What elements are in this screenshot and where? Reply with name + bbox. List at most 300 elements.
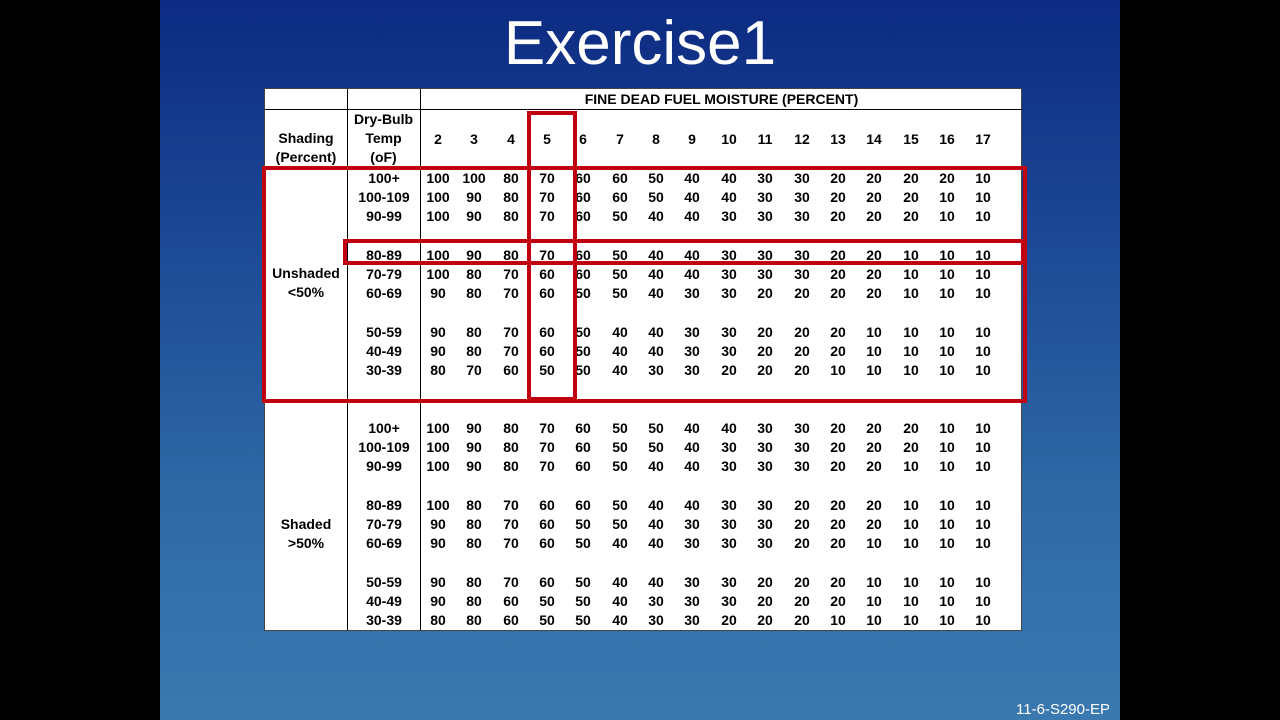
table-cell: 100 (426, 497, 450, 513)
table-cell: 20 (757, 343, 773, 359)
table-cell: 10 (866, 343, 882, 359)
table-cell: 80 (466, 574, 482, 590)
table-cell: 10 (866, 593, 882, 609)
moisture-col-header: 6 (579, 131, 587, 147)
table-cell: 50 (575, 612, 591, 628)
table-cell: 100 (426, 439, 450, 455)
table-cell: 100 (426, 247, 450, 263)
table-cell: 50 (575, 535, 591, 551)
table-cell: 20 (794, 574, 810, 590)
table-cell: 20 (866, 458, 882, 474)
table-cell: 30 (757, 247, 773, 263)
group-label: >50% (287, 535, 325, 551)
table-cell: 50 (539, 362, 555, 378)
table-cell: 10 (939, 189, 955, 205)
moisture-col-header: 13 (830, 131, 846, 147)
table-cell: 60 (575, 247, 591, 263)
table-cell: 60 (575, 170, 591, 186)
row-highlight (343, 239, 1025, 265)
table-cell: 40 (612, 343, 628, 359)
table-cell: 20 (794, 516, 810, 532)
table-cell: 40 (612, 362, 628, 378)
table-cell: 100 (462, 170, 486, 186)
table-cell: 60 (539, 285, 555, 301)
table-cell: 40 (721, 170, 737, 186)
table-cell: 10 (975, 247, 991, 263)
table-cell: 10 (939, 535, 955, 551)
table-cell: 20 (794, 497, 810, 513)
header-divider (265, 109, 347, 110)
table-cell: 20 (757, 612, 773, 628)
temp-header: (oF) (370, 149, 397, 165)
temp-range: 80-89 (366, 497, 402, 513)
table-cell: 20 (830, 189, 846, 205)
table-cell: 60 (503, 362, 519, 378)
temp-range: 60-69 (366, 285, 402, 301)
table-cell: 20 (830, 439, 846, 455)
table-cell: 70 (503, 343, 519, 359)
table-cell: 30 (684, 343, 700, 359)
table-cell: 10 (975, 170, 991, 186)
table-cell: 20 (903, 420, 919, 436)
table-cell: 40 (684, 439, 700, 455)
table-cell: 30 (684, 535, 700, 551)
table-cell: 20 (830, 170, 846, 186)
table-cell: 30 (721, 266, 737, 282)
table-cell: 100 (426, 208, 450, 224)
table-cell: 80 (466, 343, 482, 359)
table-cell: 30 (757, 497, 773, 513)
table-cell: 10 (939, 343, 955, 359)
table-cell: 20 (794, 535, 810, 551)
table-cell: 40 (648, 247, 664, 263)
table-cell: 30 (757, 535, 773, 551)
moisture-col-header: 9 (688, 131, 696, 147)
table-cell: 50 (575, 324, 591, 340)
table-cell: 90 (466, 420, 482, 436)
table-cell: 30 (721, 516, 737, 532)
table-cell: 20 (866, 497, 882, 513)
table-cell: 10 (939, 362, 955, 378)
table-cell: 60 (539, 343, 555, 359)
table-cell: 50 (575, 516, 591, 532)
table-cell: 20 (903, 208, 919, 224)
table-cell: 60 (575, 208, 591, 224)
table-cell: 30 (721, 593, 737, 609)
table-cell: 80 (466, 497, 482, 513)
table-cell: 60 (575, 458, 591, 474)
table-cell: 40 (684, 497, 700, 513)
table-cell: 20 (866, 266, 882, 282)
table-cell: 80 (430, 612, 446, 628)
table-cell: 60 (539, 574, 555, 590)
table-cell: 80 (466, 593, 482, 609)
moisture-col-header: 12 (794, 131, 810, 147)
table-cell: 10 (903, 247, 919, 263)
table-cell: 80 (466, 324, 482, 340)
table-cell: 30 (757, 458, 773, 474)
table-cell: 80 (466, 535, 482, 551)
table-cell: 40 (648, 535, 664, 551)
moisture-col-header: 10 (721, 131, 737, 147)
table-cell: 20 (830, 458, 846, 474)
temp-range: 100+ (368, 170, 400, 186)
table-cell: 20 (794, 285, 810, 301)
table-cell: 40 (648, 266, 664, 282)
table-cell: 50 (612, 420, 628, 436)
table-cell: 10 (975, 362, 991, 378)
table-cell: 30 (648, 612, 664, 628)
table-cell: 70 (539, 458, 555, 474)
table-cell: 40 (612, 535, 628, 551)
table-cell: 80 (503, 170, 519, 186)
table-cell: 60 (612, 189, 628, 205)
moisture-col-header: 11 (757, 131, 773, 147)
table-cell: 20 (721, 612, 737, 628)
temp-range: 40-49 (366, 343, 402, 359)
table-cell: 20 (830, 593, 846, 609)
temp-header: Temp (365, 130, 402, 146)
table-cell: 10 (903, 497, 919, 513)
table-cell: 20 (939, 170, 955, 186)
table-cell: 20 (794, 612, 810, 628)
table-cell: 30 (757, 266, 773, 282)
moisture-col-header: 14 (866, 131, 882, 147)
table-cell: 40 (684, 208, 700, 224)
temp-range: 40-49 (366, 593, 402, 609)
table-cell: 80 (503, 439, 519, 455)
table-cell: 30 (794, 439, 810, 455)
table-cell: 20 (757, 574, 773, 590)
table-cell: 10 (975, 343, 991, 359)
table-cell: 60 (612, 170, 628, 186)
table-cell: 40 (648, 574, 664, 590)
temp-range: 100+ (368, 420, 400, 436)
table-cell: 100 (426, 266, 450, 282)
table-cell: 60 (575, 497, 591, 513)
table-cell: 80 (503, 247, 519, 263)
table-cell: 30 (757, 170, 773, 186)
table-cell: 10 (975, 324, 991, 340)
table-cell: 10 (975, 535, 991, 551)
temp-range: 100-109 (358, 189, 410, 205)
table-cell: 10 (939, 324, 955, 340)
table-cell: 20 (757, 362, 773, 378)
table-cell: 20 (794, 593, 810, 609)
table-cell: 20 (866, 208, 882, 224)
table-cell: 50 (648, 189, 664, 205)
temp-range: 50-59 (366, 574, 402, 590)
table-cell: 80 (430, 362, 446, 378)
table-cell: 90 (466, 208, 482, 224)
table-cell: 10 (866, 324, 882, 340)
table-cell: 10 (866, 574, 882, 590)
table-cell: 40 (612, 593, 628, 609)
table-cell: 40 (684, 458, 700, 474)
shading-header: (Percent) (275, 149, 337, 165)
temp-range: 90-99 (366, 208, 402, 224)
table-cell: 30 (721, 458, 737, 474)
temp-range: 100-109 (358, 439, 410, 455)
table-cell: 80 (466, 266, 482, 282)
table-cell: 80 (503, 420, 519, 436)
table-cell: 20 (757, 285, 773, 301)
table-cell: 20 (757, 593, 773, 609)
table-cell: 90 (430, 535, 446, 551)
table-cell: 40 (684, 170, 700, 186)
table-cell: 70 (466, 362, 482, 378)
table-cell: 50 (539, 612, 555, 628)
table-cell: 10 (975, 458, 991, 474)
table-cell: 50 (612, 266, 628, 282)
table-cell: 70 (503, 574, 519, 590)
table-cell: 50 (612, 439, 628, 455)
table-cell: 60 (503, 612, 519, 628)
moisture-col-header: 15 (903, 131, 919, 147)
table-cell: 70 (503, 324, 519, 340)
table-cell: 10 (939, 612, 955, 628)
moisture-col-header: 4 (507, 131, 515, 147)
temp-range: 60-69 (366, 535, 402, 551)
table-cell: 30 (684, 516, 700, 532)
table-cell: 40 (684, 420, 700, 436)
table-cell: 10 (866, 535, 882, 551)
table-cell: 50 (648, 170, 664, 186)
table-cell: 30 (684, 612, 700, 628)
table-cell: 90 (430, 516, 446, 532)
table-cell: 30 (721, 247, 737, 263)
group-highlight (262, 166, 1027, 403)
temp-range: 50-59 (366, 324, 402, 340)
moisture-col-header: 17 (975, 131, 991, 147)
table-cell: 20 (903, 189, 919, 205)
moisture-col-header: 5 (543, 131, 551, 147)
table-cell: 40 (612, 574, 628, 590)
table-cell: 30 (794, 458, 810, 474)
table-cell: 80 (503, 458, 519, 474)
table-cell: 20 (830, 285, 846, 301)
table-cell: 70 (539, 247, 555, 263)
table-cell: 40 (648, 458, 664, 474)
table-cell: 70 (503, 516, 519, 532)
table-cell: 10 (939, 516, 955, 532)
table-cell: 80 (466, 285, 482, 301)
table-cell: 40 (612, 324, 628, 340)
table-cell: 10 (903, 362, 919, 378)
table-cell: 70 (503, 266, 519, 282)
table-cell: 90 (430, 574, 446, 590)
table-cell: 70 (503, 285, 519, 301)
table-cell: 60 (575, 420, 591, 436)
temp-range: 30-39 (366, 362, 402, 378)
table-cell: 30 (721, 439, 737, 455)
table-cell: 70 (539, 420, 555, 436)
table-cell: 90 (430, 324, 446, 340)
table-cell: 10 (939, 439, 955, 455)
table-cell: 30 (721, 208, 737, 224)
table-cell: 10 (975, 593, 991, 609)
table-cell: 40 (648, 516, 664, 532)
table-cell: 10 (903, 324, 919, 340)
table-cell: 50 (575, 285, 591, 301)
table-cell: 20 (830, 247, 846, 263)
table-cell: 40 (648, 343, 664, 359)
table-cell: 30 (721, 324, 737, 340)
table-cell: 30 (684, 362, 700, 378)
table-cell: 20 (866, 189, 882, 205)
table-cell: 90 (430, 593, 446, 609)
table-cell: 20 (830, 208, 846, 224)
table-cell: 90 (466, 458, 482, 474)
header-divider (420, 109, 1023, 110)
slide-footer: 11-6-S290-EP (1016, 701, 1110, 718)
table-cell: 20 (866, 420, 882, 436)
table-cell: 60 (575, 439, 591, 455)
table-cell: 30 (757, 420, 773, 436)
group-label: Unshaded (272, 265, 340, 281)
table-cell: 30 (794, 266, 810, 282)
table-cell: 70 (503, 497, 519, 513)
table-cell: 50 (539, 593, 555, 609)
table-cell: 20 (866, 439, 882, 455)
table-cell: 30 (684, 285, 700, 301)
moisture-header: FINE DEAD FUEL MOISTURE (PERCENT) (584, 91, 859, 107)
slide-title: Exercise1 (503, 9, 777, 78)
table-cell: 80 (503, 189, 519, 205)
table-cell: 100 (426, 170, 450, 186)
table-cell: 20 (830, 516, 846, 532)
table-cell: 10 (939, 574, 955, 590)
table-cell: 30 (684, 574, 700, 590)
table-cell: 60 (539, 324, 555, 340)
table-cell: 80 (466, 516, 482, 532)
table-cell: 30 (757, 516, 773, 532)
table-cell: 70 (539, 439, 555, 455)
table-cell: 20 (830, 535, 846, 551)
table-cell: 40 (684, 247, 700, 263)
table-cell: 10 (939, 285, 955, 301)
table-cell: 10 (975, 439, 991, 455)
table-cell: 30 (721, 343, 737, 359)
table-cell: 30 (721, 497, 737, 513)
table-cell: 60 (575, 266, 591, 282)
table-cell: 10 (903, 574, 919, 590)
table-cell: 20 (721, 362, 737, 378)
table-cell: 50 (575, 593, 591, 609)
table-cell: 20 (794, 324, 810, 340)
table-cell: 10 (830, 362, 846, 378)
table-cell: 10 (975, 612, 991, 628)
table-cell: 20 (903, 170, 919, 186)
table-cell: 10 (975, 189, 991, 205)
temp-range: 80-89 (366, 247, 402, 263)
table-cell: 20 (866, 247, 882, 263)
table-cell: 10 (975, 208, 991, 224)
table-cell: 10 (903, 343, 919, 359)
temp-range: 90-99 (366, 458, 402, 474)
table-cell: 30 (794, 170, 810, 186)
table-cell: 50 (575, 343, 591, 359)
table-cell: 10 (975, 420, 991, 436)
table-cell: 50 (612, 285, 628, 301)
table-cell: 90 (430, 285, 446, 301)
moisture-col-header: 8 (652, 131, 660, 147)
table-cell: 10 (939, 247, 955, 263)
table-cell: 50 (612, 516, 628, 532)
table-cell: 40 (648, 285, 664, 301)
table-cell: 80 (466, 612, 482, 628)
table-cell: 60 (539, 266, 555, 282)
table-cell: 10 (830, 612, 846, 628)
table-cell: 10 (939, 266, 955, 282)
temp-range: 70-79 (366, 266, 402, 282)
table-cell: 20 (866, 285, 882, 301)
table-cell: 100 (426, 420, 450, 436)
table-cell: 40 (648, 497, 664, 513)
table-cell: 20 (866, 170, 882, 186)
table-cell: 20 (903, 439, 919, 455)
table-cell: 70 (539, 189, 555, 205)
table-cell: 50 (575, 362, 591, 378)
table-cell: 20 (830, 574, 846, 590)
table-cell: 50 (612, 458, 628, 474)
group-label: <50% (287, 284, 325, 300)
table-cell: 30 (757, 439, 773, 455)
table-cell: 60 (575, 189, 591, 205)
table-cell: 40 (684, 266, 700, 282)
table-cell: 10 (939, 458, 955, 474)
table-cell: 60 (539, 535, 555, 551)
table-cell: 30 (684, 593, 700, 609)
table-cell: 60 (539, 516, 555, 532)
table-cell: 20 (830, 420, 846, 436)
moisture-col-header: 3 (470, 131, 478, 147)
table-cell: 10 (903, 612, 919, 628)
table-cell: 30 (757, 208, 773, 224)
table-cell: 10 (903, 285, 919, 301)
table-cell: 10 (975, 497, 991, 513)
table-cell: 30 (684, 324, 700, 340)
table-cell: 30 (721, 285, 737, 301)
table-cell: 20 (830, 497, 846, 513)
table-cell: 50 (612, 247, 628, 263)
table-cell: 40 (721, 420, 737, 436)
table-cell: 30 (648, 362, 664, 378)
temp-header: Dry-Bulb (353, 111, 414, 127)
table-cell: 30 (794, 247, 810, 263)
table-cell: 20 (830, 266, 846, 282)
table-cell: 10 (975, 266, 991, 282)
table-cell: 20 (830, 343, 846, 359)
slide (160, 0, 1120, 720)
table-cell: 10 (903, 593, 919, 609)
table-cell: 30 (794, 189, 810, 205)
moisture-col-header: 7 (616, 131, 624, 147)
table-cell: 30 (757, 189, 773, 205)
table-cell: 30 (648, 593, 664, 609)
temp-range: 30-39 (366, 612, 402, 628)
table-cell: 80 (503, 208, 519, 224)
table-cell: 20 (794, 362, 810, 378)
table-cell: 90 (466, 189, 482, 205)
table-cell: 40 (648, 324, 664, 340)
table-cell: 100 (426, 189, 450, 205)
table-cell: 30 (794, 420, 810, 436)
table-cell: 100 (426, 458, 450, 474)
table-cell: 40 (721, 189, 737, 205)
table-cell: 90 (466, 439, 482, 455)
table-cell: 10 (939, 420, 955, 436)
